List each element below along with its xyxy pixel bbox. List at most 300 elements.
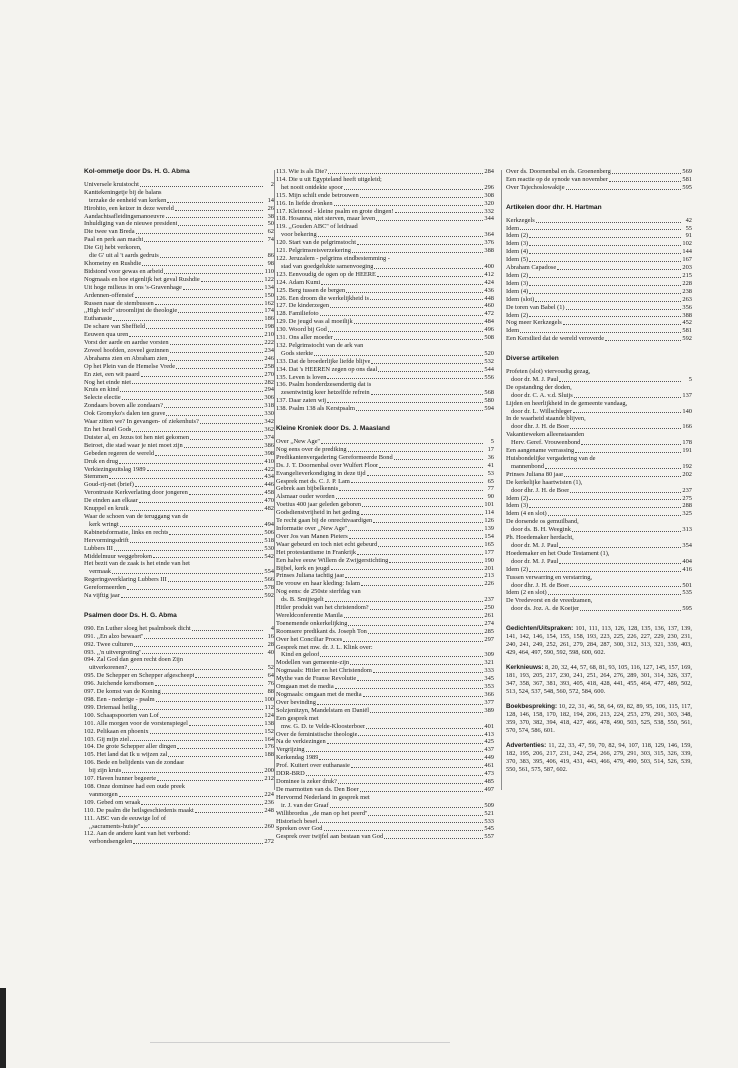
dot-leader [357,554,483,555]
index-entry [276,738,494,746]
dot-leader [201,281,263,282]
entry-page-number: 306 [264,394,274,402]
dot-leader [176,368,263,369]
entry-page-number: 86 [267,252,274,260]
index-entry [84,323,274,331]
entry-page-number: 485 [484,777,494,785]
dot-leader [370,299,483,300]
entry-page-number: 16 [267,632,274,640]
dot-leader [130,542,263,543]
entry-title: Evangelieverkondiging in deze tijd [276,469,366,477]
dot-leader [306,751,483,752]
entry-page-number: 275 [682,494,692,502]
index-entry [506,597,692,605]
entry-page-number: 138 [264,719,274,727]
entry-page-number: 325 [682,510,692,518]
entry-title: 125. Berg tussen de bergen [276,286,346,294]
dot-leader [330,807,483,808]
dot-leader [141,376,263,377]
index-entry [506,439,692,447]
index-entry [84,759,274,767]
entry-page-number: 362 [264,426,274,433]
entry-page-number: 74 [267,236,274,244]
entry-page-number: 14 [267,196,274,204]
dot-leader [361,585,483,586]
entry-title: 098. Een - nederige - psalm [84,696,155,703]
entry-title: Ook Gromyko's dalen ten grave [84,410,166,418]
index-entry [84,284,274,292]
entry-page-number: 532 [484,357,494,365]
entry-title: 114. Die u uit Egypteland heeft uitgeleid; [276,175,382,183]
index-entry [276,517,494,525]
entry-title: 112. Aan de andere kant van het verbond: [84,830,191,838]
entry-title: 120. Start van de pelgrimstocht [276,239,357,247]
entry-title: Universele kruistocht [84,180,139,188]
entry-page-number: 50 [267,220,274,228]
column-divider [501,170,502,790]
entry-page-number: 17 [487,445,494,453]
index-entry [276,493,494,501]
section-title: Psalmen door Ds. H. G. Abma [84,611,177,619]
dot-leader [317,704,483,705]
dot-leader [328,173,483,174]
entry-page-number: 213 [484,572,494,580]
dot-leader [195,677,263,678]
dot-leader [127,589,263,590]
index-entry [84,497,274,505]
entry-title: 092. Twee culturen [84,640,133,648]
index-entry [276,350,494,358]
index-entry [276,825,494,833]
index-entry [276,723,494,731]
dot-leader [548,594,681,595]
entry-page-number: 167 [682,256,692,264]
index-entry [506,335,692,343]
entry-page-number: 542 [264,552,274,560]
paragraph-text: 101, 111, 113, 126, 128, 135, 136, 137, 139, 141, 142, 146, 154, 155, 158, 193, 223, 225, 226, 227, 229, 230, 231, 240, 241, 249, 252, 261, 279, 284, 287, 300, 312, 313, 321, 339, 403, 429, 464, 497, 590, 592, 598, 600, 602. [506,625,692,657]
entry-title: Idem (2) [506,311,529,319]
index-entry [276,381,494,389]
entry-title: Historisch besef [276,817,318,825]
dot-leader [321,284,483,285]
dot-leader [350,664,483,665]
index-entry [84,181,274,189]
entry-title: 093. ,,'n uitvergroting'' [84,648,142,656]
dot-leader [545,468,681,469]
entry-page-number: 376 [484,239,494,247]
dot-leader [168,581,263,582]
entry-page-number: 449 [484,754,494,762]
index-entry [276,318,494,326]
entry-title: Godsdienstvrijheid in het geding [276,509,360,517]
dot-leader [141,827,263,828]
dot-leader [529,316,681,317]
entry-title: Euthanasie [84,315,113,323]
dot-leader [167,202,263,203]
page-fold-line [150,1042,450,1043]
entry-page-number: 192 [682,462,692,470]
entry-page-number: 114 [484,509,494,517]
entry-title: Idem (2) [506,271,529,279]
entry-page-number: 410 [264,457,274,465]
entry-title: kerk wringt [89,520,119,528]
entry-page-number: 401 [484,722,494,730]
dot-leader [150,733,263,734]
index-entry [84,189,274,197]
entry-page-number: 461 [484,762,494,770]
dot-leader [361,514,483,515]
dot-leader [563,324,681,325]
dot-leader [327,743,483,744]
dot-leader [170,344,263,345]
index-entry [84,736,274,744]
entry-title: 090. En Luther sloeg het psalmboek dicht [84,624,191,632]
entry-title: Kerkendag 1989 [276,754,319,762]
index-entry [506,589,692,597]
entry-title: Willibrordus ,,de man op het peerd'' [276,809,368,817]
dot-leader [147,470,263,471]
entry-page-number: 472 [484,310,494,318]
dot-leader [327,402,483,403]
index-entry [276,446,494,454]
entry-title: Wereldconferentie Manila [276,611,343,619]
dot-leader [164,407,263,408]
entry-title: Regeringsverklaring Lubbers III [84,576,167,584]
dot-leader [605,340,681,341]
dot-leader [376,220,483,221]
index-entry [84,213,274,221]
entry-title: Spreken over God [276,825,323,833]
index-entry [506,526,692,534]
column-right [506,168,692,781]
entry-title: Hervormd Nederland in gesprek met [276,793,370,801]
entry-title: Informatie over ,,New Age'' [276,524,347,532]
dot-leader [559,547,681,548]
entry-page-number: 389 [484,706,494,714]
entry-title: 110. De psalm die heilsgeschiedenis maakt [84,806,194,814]
entry-title: Nog eens: de 250ste sterfdag van [276,588,361,596]
entry-page-number: 521 [484,809,494,817]
index-entry [84,394,274,402]
dot-leader [529,261,681,262]
entry-page-number: 354 [682,541,692,549]
index-entry [84,576,274,584]
entry-title: 107. Haven hunner begeerte [84,775,157,783]
entry-page-number: 40 [267,648,274,656]
dot-leader [363,696,483,697]
index-entry [506,280,692,288]
dot-leader [368,633,483,634]
entry-title: 135. Leven is loven [276,373,327,381]
entry-title: Prof. Kuitert over euthanasie [276,762,350,770]
index-entry [276,366,494,374]
entry-title: Nogmaals en hoe eigenlijk het geval Rushdie [84,275,200,283]
entry-page-number: 581 [682,327,692,335]
entry-title: Verontruste Kerkverlating door jongeren [84,489,188,497]
index-entry [506,400,692,408]
index-entry [276,746,494,754]
entry-title: Tussen verwarring en verstarring, [506,573,593,581]
index-entry [84,489,274,497]
entry-title: Over Jos van Manen Pieters [276,532,348,540]
entry-title: Vergrijzing [276,746,305,754]
entry-page-number: 404 [682,557,692,565]
entry-title: 095. De Schepper en Schepper afgescheept [84,672,195,680]
entry-page-number: 36 [487,453,494,461]
entry-title: Idem (4) [506,248,529,256]
index-entry [506,256,692,264]
index-entry [506,487,692,495]
entry-title: Abrahams zien en Abraham zien [84,354,168,362]
dot-leader [144,241,263,242]
index-entry [84,568,274,576]
entry-title: Zoveel hoofden, zoveel gezinnen [84,346,169,354]
index-entry [276,770,494,778]
entry-page-number: 91 [685,232,692,240]
dot-leader [570,428,681,429]
dot-leader [573,412,681,413]
dot-leader [155,685,263,686]
index-entry [84,720,274,728]
entry-title: 136. Psalm honderdzesendertig dat is [276,381,372,389]
entry-title: 108. Onze dominee had een oude preek [84,782,185,790]
entry-page-number: 64 [267,672,274,680]
dot-leader [166,217,263,218]
entry-title: het nooit ontdekte spoor [281,183,343,191]
dot-leader [184,447,263,448]
index-entry [506,392,692,400]
entry-page-number: 297 [484,635,494,643]
entry-page-number: 595 [682,605,692,613]
entry-page-number: 112 [264,703,274,711]
entry-page-number: 494 [264,520,274,528]
index-entry [84,363,274,371]
entry-title: De schare van Sheffield [84,323,146,331]
entry-page-number: 237 [682,486,692,494]
dot-leader [336,498,483,499]
index-entry [506,168,692,176]
index-entry [84,712,274,720]
index-entry [84,220,274,228]
index-entry [506,510,692,518]
entry-page-number: 569 [682,168,692,175]
index-entry [276,675,494,683]
entry-page-number: 581 [682,175,692,183]
dot-leader [357,244,483,245]
entry-title: Idem (2) [506,232,529,240]
index-entry [506,479,692,487]
index-entry [276,326,494,334]
index-entry [84,815,274,823]
dot-leader [354,323,483,324]
entry-title: Idem [506,327,520,335]
entry-title: 097. De komst van de Koning [84,688,161,696]
entry-title: 101. Alle morgen voor de vorstenspiegel [84,719,188,727]
index-entry [506,447,692,455]
column-middle [276,168,494,853]
entry-title: Lubbers III [84,544,113,552]
index-entry [506,471,692,479]
index-entry [276,176,494,184]
entry-page-number: 224 [264,790,274,798]
index-entry [276,762,494,770]
entry-page-number: 261 [484,611,494,619]
dot-leader [529,293,681,294]
index-entry [506,495,692,503]
index-entry [84,767,274,775]
dot-leader [358,735,483,736]
index-entry [84,728,274,736]
entry-page-number: 518 [264,536,274,544]
dot-leader [135,297,263,298]
paragraph-label: Boekbespreking: [506,703,558,711]
index-entry [506,502,692,510]
section-title: Artikelen door dhr. H. Hartman [506,203,602,211]
index-entry [276,565,494,573]
dot-leader [160,257,263,258]
paragraph-label: Advertenties: [506,742,547,750]
entry-page-number: 166 [682,423,692,431]
entry-title: Verkiezingsuitslag 1989 [84,465,146,473]
index-entry [276,485,494,493]
entry-title: door ds. B. H. Weegink [511,526,571,534]
entry-title: zesentwintig keer hetzelfde refrein [281,389,370,397]
entry-title: Prinses Juliana tachtig jaar [276,572,345,580]
entry-page-number: 26 [267,204,274,212]
entry-page-number: 191 [682,447,692,455]
entry-title: Russen naar de stembussen [84,299,154,307]
entry-page-number: 294 [264,386,274,394]
entry-title: Ardennen-offensief [84,291,134,299]
entry-title: Duister al, en Jezus tot hen niet gekomen [84,433,190,441]
dot-leader [162,693,263,694]
index-entry [506,288,692,296]
entry-page-number: 344 [484,215,494,223]
index-entry [276,557,494,565]
dot-leader [122,399,263,400]
entry-page-number: 374 [264,433,274,441]
entry-title: Lijden en heerlijkheid in de gemeente vandaag, [506,399,628,407]
index-entry [84,450,274,458]
dot-leader [324,830,484,831]
dot-leader [362,506,483,507]
entry-page-number: 110 [264,267,274,275]
index-entry [84,205,274,213]
entry-page-number: 5 [490,438,494,445]
dot-leader [321,443,483,444]
index-entry [506,455,692,463]
dot-leader [335,688,483,689]
dot-leader [580,610,681,611]
dot-leader [160,717,263,718]
index-entry [84,545,274,553]
index-entry [84,649,274,657]
entry-title: door dr. M. J. Paul [511,375,559,383]
entry-page-number: 53 [487,469,494,477]
entry-page-number: 215 [682,271,692,279]
dot-leader [360,791,483,792]
index-entry [84,331,274,339]
entry-title: Gesprek over twijfel aan bestaan van God [276,833,384,841]
entry-page-number: 203 [682,264,692,272]
entry-title: voor bekering [281,231,317,239]
entry-page-number: 212 [264,775,274,783]
dot-leader [136,233,263,234]
dot-leader [130,740,263,741]
section-title: Kol-ommetje door Ds. H. G. Abma [84,168,190,175]
dot-leader [119,796,263,797]
index-entry [276,651,494,659]
index-entry [84,307,274,315]
index-entry [276,644,494,652]
index-entry [84,260,274,268]
entry-page-number: 448 [484,294,494,302]
dot-leader [120,391,263,392]
entry-title: 111. ABC van de eeuwige lof of [84,814,167,822]
entry-page-number: 228 [682,279,692,287]
dot-leader [548,515,681,516]
dot-leader [378,371,483,372]
entry-title: door dhr. J. H. de Boer [511,423,570,431]
dot-leader [112,573,263,574]
index-entry [276,478,494,486]
dot-leader [566,309,681,310]
dot-leader [138,709,263,710]
entry-title: Te recht gaan bij de onrechtvaardigen [276,517,373,525]
dot-leader [609,181,681,182]
entry-title: Herv. Geref. Vrouwenbond [511,439,581,447]
index-entry [276,405,494,413]
entry-page-number: 100 [264,696,274,703]
dot-leader [183,289,263,290]
dot-leader [170,352,263,353]
dot-leader [351,482,483,483]
entry-page-number: 98 [267,259,274,267]
dot-leader [343,641,483,642]
dot-leader [377,276,483,277]
index-entry [276,334,494,342]
entry-title: Een Kerstlied dat de wereld veroverde [506,335,605,343]
index-entry [84,386,274,394]
entry-title: door dr. C. A. v.d. Sluijs [511,391,573,399]
entry-page-number: 101 [484,501,494,509]
entry-page-number: 434 [264,473,274,481]
index-entry [506,605,692,613]
section-kolommetje [84,168,274,600]
entry-page-number: 164 [264,735,274,743]
entry-title: Over Tsjechoslowakije [506,183,565,191]
entry-title: Mythe van de Franse Revolutie [276,675,357,683]
entry-page-number: 436 [484,286,494,294]
entry-page-number: 226 [484,580,494,588]
index-entry [84,355,274,363]
entry-page-number: 41 [487,461,494,469]
entry-page-number: 186 [264,315,274,323]
entry-page-number: 176 [264,743,274,751]
entry-page-number: 77 [487,485,494,493]
entry-title: Knuppel en kruik [84,505,129,513]
index-entry [276,215,494,223]
index-entry [506,518,692,526]
dot-leader [169,534,263,535]
dot-leader [142,653,263,654]
entry-title: Idem (3) [506,502,529,510]
index-entry [276,628,494,636]
index-entry [84,791,274,799]
entry-page-number: 38 [267,212,274,220]
dot-leader [141,804,263,805]
entry-title: ir. J. van der Graaf [281,801,329,809]
